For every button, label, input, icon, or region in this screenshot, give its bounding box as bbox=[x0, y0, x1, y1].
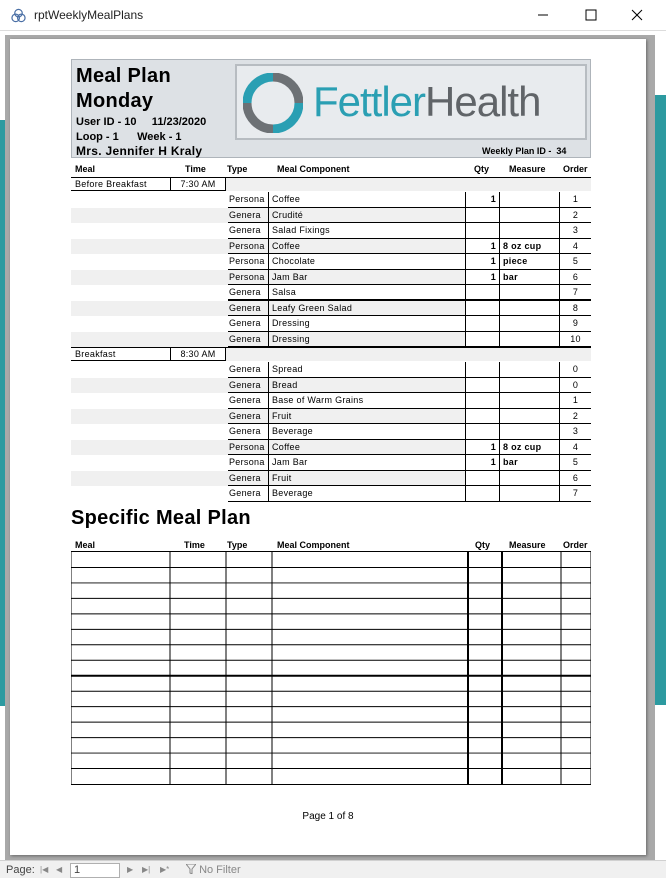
item-order: 6 bbox=[559, 270, 591, 286]
item-component: Base of Warm Grains bbox=[268, 393, 465, 409]
col-order: Order bbox=[563, 164, 588, 174]
table-row bbox=[71, 471, 591, 487]
item-qty bbox=[465, 301, 499, 317]
maximize-icon bbox=[585, 9, 597, 21]
item-measure bbox=[499, 486, 559, 502]
client-name: Mrs. Jennifer H Kraly bbox=[76, 144, 203, 158]
item-type: Genera bbox=[228, 301, 268, 317]
table-row bbox=[71, 393, 591, 409]
item-measure bbox=[499, 223, 559, 239]
row-spacer bbox=[71, 362, 228, 378]
report-header bbox=[71, 59, 591, 158]
item-measure: bar bbox=[499, 455, 559, 471]
item-type: Genera bbox=[228, 285, 268, 301]
table-row bbox=[71, 362, 591, 378]
item-order: 3 bbox=[559, 424, 591, 440]
meal-group-header bbox=[71, 177, 591, 191]
table-row bbox=[71, 378, 591, 394]
item-type: Genera bbox=[228, 486, 268, 502]
logo bbox=[235, 64, 587, 140]
row-spacer bbox=[71, 270, 228, 286]
row-spacer bbox=[71, 316, 228, 332]
specific-column-header-row bbox=[71, 538, 591, 552]
item-qty bbox=[465, 378, 499, 394]
item-qty: 1 bbox=[465, 455, 499, 471]
col-time: Time bbox=[185, 164, 206, 174]
table-row bbox=[71, 316, 591, 332]
item-measure bbox=[499, 393, 559, 409]
item-type: Genera bbox=[228, 316, 268, 332]
report-page bbox=[10, 39, 646, 855]
close-button[interactable] bbox=[614, 0, 660, 30]
row-spacer bbox=[71, 486, 228, 502]
item-type: Persona bbox=[228, 455, 268, 471]
item-measure bbox=[499, 208, 559, 224]
close-icon bbox=[631, 9, 643, 21]
item-order: 4 bbox=[559, 239, 591, 255]
item-order: 7 bbox=[559, 285, 591, 301]
weekly-plan-id: Weekly Plan ID - 34 bbox=[482, 146, 567, 156]
meal-time: 8:30 AM bbox=[171, 348, 226, 361]
meal-group-header bbox=[71, 347, 591, 361]
item-qty bbox=[465, 393, 499, 409]
item-component: Jam Bar bbox=[268, 455, 465, 471]
item-order: 7 bbox=[559, 486, 591, 502]
item-type: Genera bbox=[228, 208, 268, 224]
row-spacer bbox=[71, 192, 228, 208]
item-qty bbox=[465, 409, 499, 425]
item-order: 8 bbox=[559, 301, 591, 317]
col-meal: Meal bbox=[75, 540, 96, 550]
item-type: Persona bbox=[228, 440, 268, 456]
item-order: 3 bbox=[559, 223, 591, 239]
col-measure: Measure bbox=[509, 540, 546, 550]
item-qty bbox=[465, 471, 499, 487]
item-qty: 1 bbox=[465, 239, 499, 255]
logo-ring-icon bbox=[243, 73, 303, 133]
page-label: Page: bbox=[6, 864, 35, 876]
item-order: 2 bbox=[559, 208, 591, 224]
table-row bbox=[71, 455, 591, 471]
item-type: Genera bbox=[228, 378, 268, 394]
meal-name: Breakfast bbox=[71, 348, 171, 361]
item-measure bbox=[499, 471, 559, 487]
item-order: 2 bbox=[559, 409, 591, 425]
meal-time: 7:30 AM bbox=[171, 178, 226, 191]
item-component: Fruit bbox=[268, 471, 465, 487]
app-icon bbox=[11, 8, 26, 23]
filter-status[interactable] bbox=[186, 864, 241, 876]
item-component: Salad Fixings bbox=[268, 223, 465, 239]
table-row bbox=[71, 332, 591, 348]
item-order: 9 bbox=[559, 316, 591, 332]
window-titlebar bbox=[0, 0, 666, 30]
page-number: Page 1 of 8 bbox=[302, 811, 354, 822]
item-component: Coffee bbox=[268, 239, 465, 255]
item-qty bbox=[465, 285, 499, 301]
row-spacer bbox=[71, 471, 228, 487]
meal-name: Before Breakfast bbox=[71, 178, 171, 191]
item-component: Spread bbox=[268, 362, 465, 378]
item-component: Salsa bbox=[268, 285, 465, 301]
last-page-button[interactable]: ▶| bbox=[142, 865, 151, 874]
window-title: rptWeeklyMealPlans bbox=[34, 8, 144, 22]
item-type: Genera bbox=[228, 409, 268, 425]
meal-items-table bbox=[71, 192, 591, 347]
table-row bbox=[71, 208, 591, 224]
funnel-icon bbox=[186, 864, 196, 874]
item-type: Persona bbox=[228, 192, 268, 208]
page-title: Meal Plan bbox=[76, 65, 171, 87]
item-qty bbox=[465, 223, 499, 239]
col-order: Order bbox=[563, 540, 588, 550]
col-component: Meal Component bbox=[277, 540, 350, 550]
item-qty bbox=[465, 332, 499, 348]
item-component: Dressing bbox=[268, 316, 465, 332]
item-order: 1 bbox=[559, 393, 591, 409]
item-order: 10 bbox=[559, 332, 591, 348]
row-spacer bbox=[71, 409, 228, 425]
maximize-button[interactable] bbox=[568, 0, 614, 30]
item-type: Persona bbox=[228, 254, 268, 270]
item-order: 6 bbox=[559, 471, 591, 487]
table-row bbox=[71, 424, 591, 440]
item-qty bbox=[465, 362, 499, 378]
item-measure bbox=[499, 301, 559, 317]
logo-fettler: Fettler bbox=[313, 78, 426, 125]
item-order: 4 bbox=[559, 440, 591, 456]
meal-items-table bbox=[71, 362, 591, 502]
row-spacer bbox=[71, 378, 228, 394]
item-type: Genera bbox=[228, 332, 268, 348]
item-measure bbox=[499, 192, 559, 208]
row-spacer bbox=[71, 285, 228, 301]
record-navigation-bar bbox=[0, 860, 666, 878]
item-measure: bar bbox=[499, 270, 559, 286]
page-number-input[interactable]: 1 bbox=[70, 863, 120, 878]
table-row bbox=[71, 440, 591, 456]
column-header-row bbox=[71, 162, 591, 176]
minimize-button[interactable] bbox=[520, 0, 566, 30]
item-component: Beverage bbox=[268, 424, 465, 440]
item-component: Coffee bbox=[268, 440, 465, 456]
item-measure bbox=[499, 409, 559, 425]
item-measure bbox=[499, 285, 559, 301]
specific-plan-title: Specific Meal Plan bbox=[71, 507, 251, 529]
item-type: Genera bbox=[228, 471, 268, 487]
table-row bbox=[71, 486, 591, 502]
item-component: Beverage bbox=[268, 486, 465, 502]
logo-wordmark bbox=[313, 76, 540, 128]
filter-label: No Filter bbox=[199, 864, 241, 876]
next-page-button[interactable]: ▶ bbox=[127, 865, 134, 874]
table-row bbox=[71, 223, 591, 239]
item-qty: 1 bbox=[465, 270, 499, 286]
item-type: Genera bbox=[228, 393, 268, 409]
item-type: Genera bbox=[228, 362, 268, 378]
item-qty: 1 bbox=[465, 254, 499, 270]
item-qty bbox=[465, 316, 499, 332]
row-spacer bbox=[71, 301, 228, 317]
item-type: Genera bbox=[228, 424, 268, 440]
item-qty bbox=[465, 486, 499, 502]
prev-page-button[interactable]: ◀ bbox=[56, 865, 63, 874]
item-measure bbox=[499, 424, 559, 440]
row-spacer bbox=[71, 223, 228, 239]
item-measure bbox=[499, 316, 559, 332]
item-component: Bread bbox=[268, 378, 465, 394]
table-row bbox=[71, 192, 591, 208]
item-component: Coffee bbox=[268, 192, 465, 208]
col-measure: Measure bbox=[509, 164, 546, 174]
item-measure: 8 oz cup bbox=[499, 440, 559, 456]
item-component: Leafy Green Salad bbox=[268, 301, 465, 317]
item-type: Genera bbox=[228, 223, 268, 239]
item-order: 0 bbox=[559, 362, 591, 378]
user-line: User ID - 10 11/23/2020 bbox=[76, 116, 207, 128]
row-spacer bbox=[71, 455, 228, 471]
item-type: Persona bbox=[228, 270, 268, 286]
row-spacer bbox=[71, 424, 228, 440]
logo-health: Health bbox=[425, 78, 541, 125]
table-row bbox=[71, 285, 591, 301]
item-component: Dressing bbox=[268, 332, 465, 348]
item-type: Persona bbox=[228, 239, 268, 255]
row-spacer bbox=[71, 208, 228, 224]
col-qty: Qty bbox=[475, 540, 491, 550]
row-spacer bbox=[71, 254, 228, 270]
table-row bbox=[71, 301, 591, 317]
col-qty: Qty bbox=[474, 164, 490, 174]
item-order: 0 bbox=[559, 378, 591, 394]
specific-plan-grid bbox=[71, 551, 591, 785]
row-spacer bbox=[71, 440, 228, 456]
table-row bbox=[71, 270, 591, 286]
item-qty bbox=[465, 208, 499, 224]
background-strip-right bbox=[655, 95, 666, 705]
item-order: 5 bbox=[559, 254, 591, 270]
col-component: Meal Component bbox=[277, 164, 350, 174]
item-measure bbox=[499, 332, 559, 348]
item-measure bbox=[499, 362, 559, 378]
table-row bbox=[71, 254, 591, 270]
row-spacer bbox=[71, 332, 228, 348]
item-measure bbox=[499, 378, 559, 394]
day-label: Monday bbox=[76, 90, 154, 112]
col-type: Type bbox=[227, 164, 248, 174]
row-spacer bbox=[71, 393, 228, 409]
item-qty: 1 bbox=[465, 440, 499, 456]
minimize-icon bbox=[537, 9, 549, 21]
item-qty bbox=[465, 424, 499, 440]
item-order: 1 bbox=[559, 192, 591, 208]
new-record-button[interactable]: ▶* bbox=[160, 865, 170, 874]
item-measure: piece bbox=[499, 254, 559, 270]
item-order: 5 bbox=[559, 455, 591, 471]
row-spacer bbox=[71, 239, 228, 255]
table-row bbox=[71, 239, 591, 255]
item-component: Jam Bar bbox=[268, 270, 465, 286]
table-row bbox=[71, 409, 591, 425]
item-measure: 8 oz cup bbox=[499, 239, 559, 255]
first-page-button[interactable]: |◀ bbox=[40, 865, 49, 874]
item-component: Crudité bbox=[268, 208, 465, 224]
item-component: Chocolate bbox=[268, 254, 465, 270]
col-time: Time bbox=[184, 540, 205, 550]
col-type: Type bbox=[227, 540, 248, 550]
loop-line: Loop - 1 Week - 1 bbox=[76, 131, 182, 143]
item-qty: 1 bbox=[465, 192, 499, 208]
col-meal: Meal bbox=[75, 164, 96, 174]
item-component: Fruit bbox=[268, 409, 465, 425]
